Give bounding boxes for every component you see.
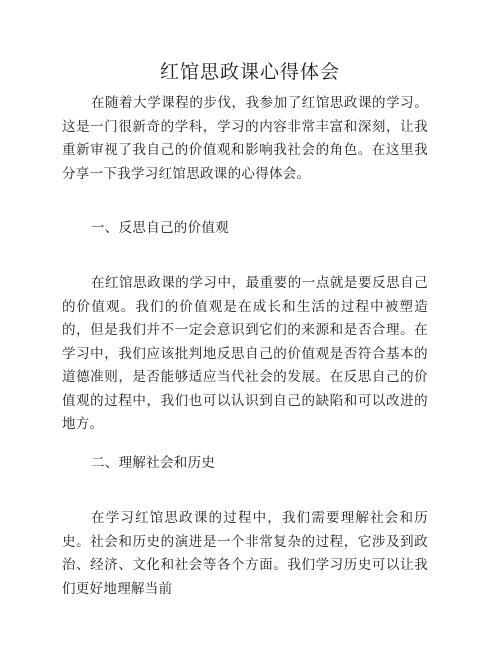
intro-paragraph: 在随着大学课程的步伐，我参加了红馆思政课的学习。这是一门很新奇的学科，学习的内容非常丰富和深刻，让我重新审视了我自己的价值观和影响我社会的角色。在这里我分享一下我学习红馆思政课的心得体会。	[62, 95, 428, 182]
section-heading-1: 一、反思自己的价值观	[91, 220, 229, 236]
document-title: 红馆思政课心得体会	[159, 61, 340, 83]
section-paragraph-1: 在红馆思政课的学习中，最重要的一点就是要反思自己的价值观。我们的价值观是在成长和生活的过程中被塑造的，但是我们并不一定会意识到它们的来源和是否合理。在学习中，我们应该批判地反思自己的价值观是否符合基本的道德准则，是否能够适应当代社会的发展。在反思自己的价值观的过程中，我们也可以认识到自己的缺陷和可以改进的地方。	[62, 275, 428, 432]
section-paragraph-2: 在学习红馆思政课的过程中，我们需要理解社会和历史。社会和历史的演进是一个非常复杂的过程，它涉及到政治、经济、文化和社会等各个方面。我们学习历史可以让我们更好地理解当前	[62, 510, 428, 597]
section-heading-2: 二、理解社会和历史	[91, 455, 216, 471]
